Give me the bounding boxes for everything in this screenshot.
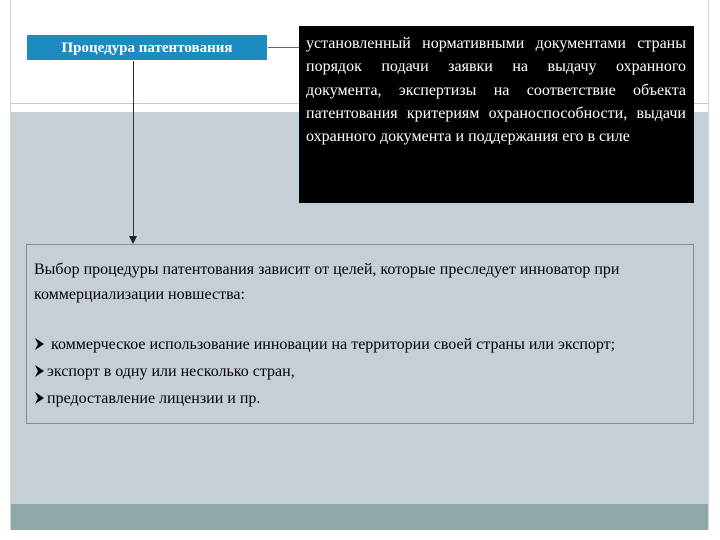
arrow-down-icon [129, 236, 137, 244]
slide-footer-bar [11, 504, 708, 530]
list-item-text: коммерческое использование инновации на территории своей страны или экспорт; [47, 336, 616, 353]
list-item [34, 386, 685, 413]
info-intro: Выбор процедуры патентования зависит от целей, которые преследует инноватор при коммерциализации новшества: [34, 261, 620, 303]
title-info-connector [133, 61, 134, 238]
list-item-text: экспорт в одну или несколько стран, [47, 363, 295, 380]
slide-title: Процедура патентования [26, 34, 268, 61]
paragraph-spacer [34, 307, 685, 332]
arrow-bullet-icon [34, 388, 45, 413]
definition-text: установленный нормативными документами страны порядок подачи заявки на выдачу охранного документа, экспертизы на соответствие объекта патентования критериям охраноспособности, выдачи охранного документа и поддержания его в силе [306, 35, 686, 146]
definition-box [299, 26, 694, 203]
list-item [34, 359, 685, 386]
arrow-bullet-icon [34, 334, 45, 359]
title-definition-connector [268, 47, 300, 48]
list-item-text: предоставление лицензии и пр. [47, 390, 261, 407]
info-box [26, 244, 694, 424]
arrow-bullet-icon [34, 361, 45, 386]
list-item [34, 332, 685, 359]
